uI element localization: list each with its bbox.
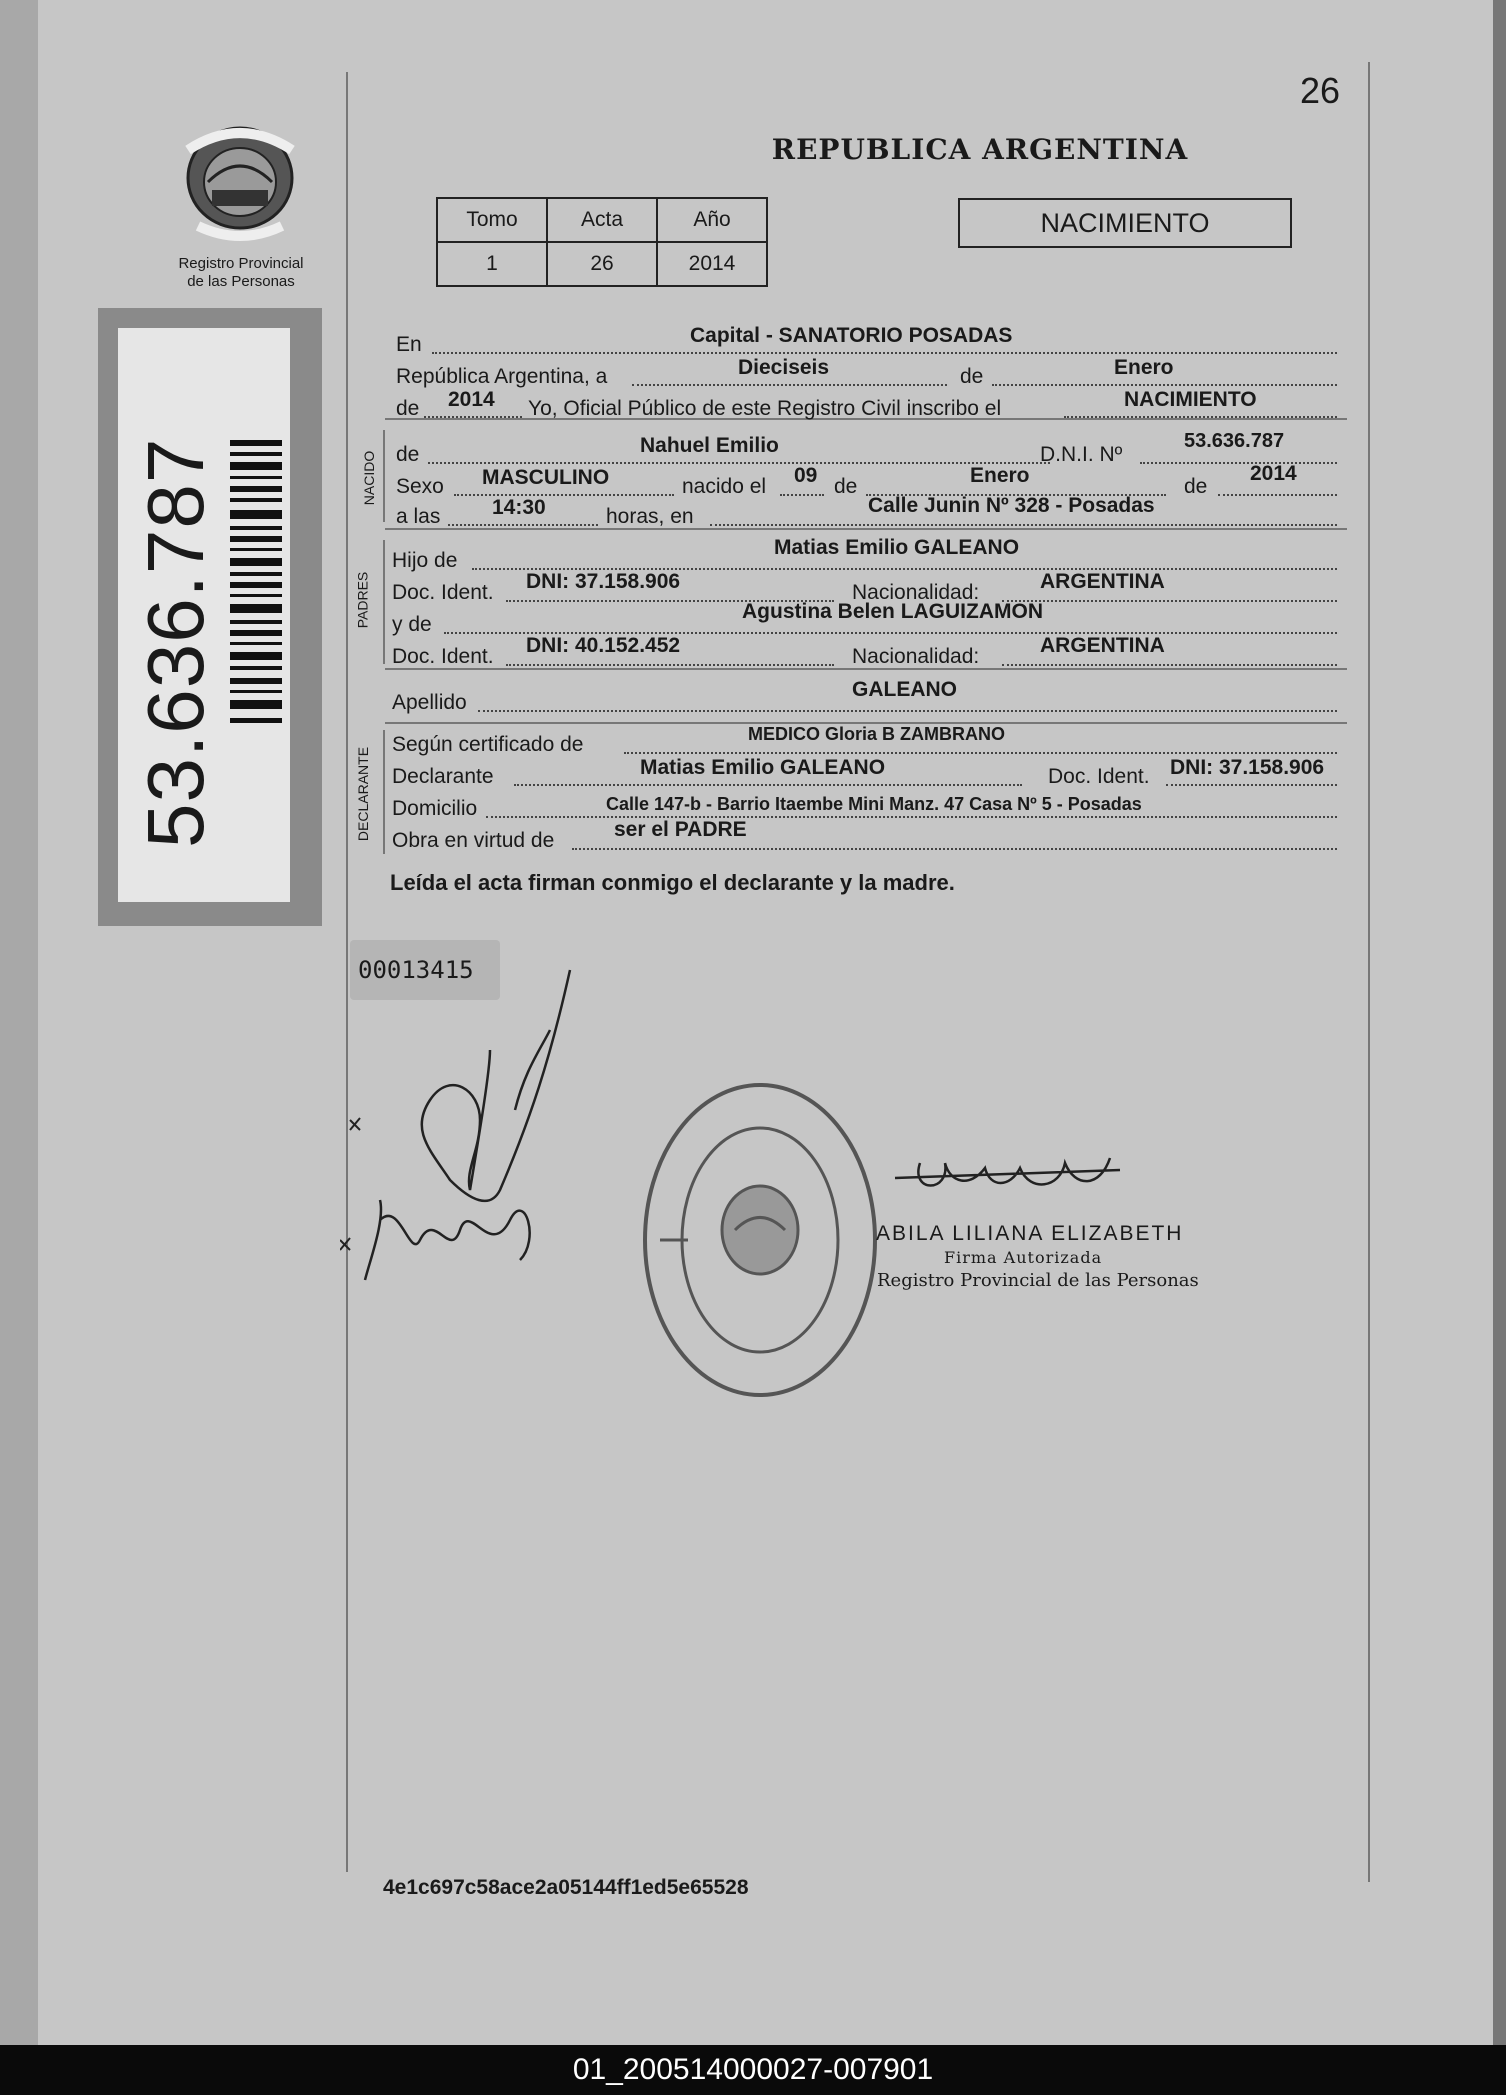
right-margin-line <box>1368 62 1370 1882</box>
value-nacionalidad-madre: ARGENTINA <box>1040 634 1165 657</box>
label-de: de <box>960 365 984 388</box>
header-anio: Año <box>657 198 767 242</box>
official-role: Firma Autorizada <box>944 1248 1103 1267</box>
label-oficial: Yo, Oficial Público de este Registro Civil inscribo el <box>528 397 1002 420</box>
value-dni: 53.636.787 <box>1184 430 1285 452</box>
value-certificado: MEDICO Gloria B ZAMBRANO <box>748 724 1006 744</box>
header-tomo: Tomo <box>437 198 547 242</box>
value-mes: Enero <box>1114 356 1174 379</box>
padres-bracket <box>383 540 385 664</box>
value-anio-acta: 2014 <box>448 388 495 411</box>
scan-footer-id: 01_200514000027-007901 <box>0 2045 1506 2095</box>
label-horas-en: horas, en <box>606 505 694 528</box>
side-label-declarante: DECLARANTE <box>355 746 372 842</box>
value-lugar-acta: Capital - SANATORIO POSADAS <box>690 324 1013 347</box>
registry-line2: de las Personas <box>187 273 295 290</box>
value-lugar-nacimiento: Calle Junin Nº 328 - Posadas <box>868 494 1155 517</box>
label-hijo-de: Hijo de <box>392 549 458 572</box>
value-declarante: Matias Emilio GALEANO <box>640 756 886 779</box>
value-nombre: Nahuel Emilio <box>640 434 779 457</box>
value-apellido: GALEANO <box>852 678 957 701</box>
label-segun-certificado: Según certificado de <box>392 733 584 756</box>
label-de: de <box>396 443 420 466</box>
label-republica: República Argentina, a <box>396 365 608 388</box>
provincial-seal-icon <box>178 120 302 250</box>
label-nacionalidad: Nacionalidad: <box>852 581 980 604</box>
closing-statement: Leída el acta firman conmigo el declarante y la madre. <box>390 870 955 895</box>
act-type-box: NACIMIENTO <box>958 198 1292 248</box>
row-apellido <box>392 678 1347 716</box>
nacido-bracket <box>383 430 385 522</box>
label-declarante: Declarante <box>392 765 494 788</box>
value-sexo: MASCULINO <box>482 466 610 489</box>
official-signature-icon <box>890 1148 1130 1208</box>
document-title: REPUBLICA ARGENTINA <box>771 133 1189 166</box>
dni-sticker-number: 53.636.787 <box>131 437 220 848</box>
label-y-de: y de <box>392 613 432 636</box>
label-doc-ident: Doc. Ident. <box>1048 765 1150 788</box>
side-label-padres: PADRES <box>354 571 371 629</box>
row-nombre <box>392 430 1347 468</box>
value-acta: 26 <box>547 242 657 286</box>
value-dia: Dieciseis <box>738 356 830 379</box>
value-nac-mes: Enero <box>970 464 1030 487</box>
value-padre: Matias Emilio GALEANO <box>774 536 1020 559</box>
registry-line1: Registro Provincial <box>178 255 304 272</box>
value-doc-padre: DNI: 37.158.906 <box>526 570 681 593</box>
row-inscribo <box>392 388 1347 422</box>
row-doc-madre <box>392 634 1347 670</box>
document-hash: 4e1c697c58ace2a05144ff1ed5e65528 <box>383 1876 749 1899</box>
label-nacionalidad: Nacionalidad: <box>852 645 980 668</box>
label-nacido-el: nacido el <box>682 475 767 498</box>
label-obra-en-virtud: Obra en virtud de <box>392 829 555 852</box>
act-reference-table <box>436 197 768 287</box>
row-en <box>392 324 1347 358</box>
label-apellido: Apellido <box>392 691 467 714</box>
official-office: Registro Provincial de las Personas <box>877 1270 1199 1291</box>
header-acta: Acta <box>547 198 657 242</box>
label-de: de <box>396 397 420 420</box>
row-obra <box>392 818 1347 854</box>
row-declarante <box>392 756 1347 790</box>
value-hora: 14:30 <box>492 496 546 519</box>
barcode-icon <box>230 440 282 730</box>
scan-left-edge <box>0 0 38 2045</box>
row-certificado <box>392 724 1347 758</box>
label-sexo: Sexo <box>396 475 444 498</box>
official-round-seal-icon <box>640 1080 880 1400</box>
label-doc-ident: Doc. Ident. <box>392 645 494 668</box>
value-obra: ser el PADRE <box>614 818 747 841</box>
value-tomo: 1 <box>437 242 547 286</box>
row-domicilio <box>392 794 1347 822</box>
row-hora <box>392 494 1347 530</box>
label-de: de <box>834 475 858 498</box>
value-nacionalidad-padre: ARGENTINA <box>1040 570 1165 593</box>
declarant-signature-icon <box>340 960 580 1310</box>
scan-right-edge <box>1493 0 1506 2045</box>
value-doc-declarante: DNI: 37.158.906 <box>1170 756 1325 779</box>
value-nac-anio: 2014 <box>1250 462 1297 485</box>
row-fecha <box>392 356 1347 390</box>
official-name: ABILA LILIANA ELIZABETH <box>876 1222 1184 1245</box>
label-doc-ident: Doc. Ident. <box>392 581 494 604</box>
label-domicilio: Domicilio <box>392 797 478 820</box>
document-page <box>38 0 1493 2045</box>
page-number: 26 <box>1300 70 1341 111</box>
label-en: En <box>396 333 422 356</box>
sticker-inner <box>118 328 290 902</box>
stamp-number: 00013415 <box>350 940 500 1000</box>
value-inscribo: NACIMIENTO <box>1124 388 1257 411</box>
side-label-nacido: NACIDO <box>361 450 378 506</box>
value-anio: 2014 <box>657 242 767 286</box>
value-domicilio: Calle 147-b - Barrio Itaembe Mini Manz. 47 Casa Nº 5 - Posadas <box>606 794 1142 814</box>
label-dni: D.N.I. Nº <box>1040 443 1123 466</box>
dni-barcode-sticker <box>98 308 322 926</box>
value-doc-madre: DNI: 40.152.452 <box>526 634 681 657</box>
registry-caption <box>155 255 327 291</box>
value-nac-dia: 09 <box>794 464 818 487</box>
label-a-las: a las <box>396 505 441 528</box>
label-de: de <box>1184 475 1208 498</box>
declarante-bracket <box>383 730 385 854</box>
value-madre: Agustina Belen LAGUIZAMON <box>742 600 1044 623</box>
